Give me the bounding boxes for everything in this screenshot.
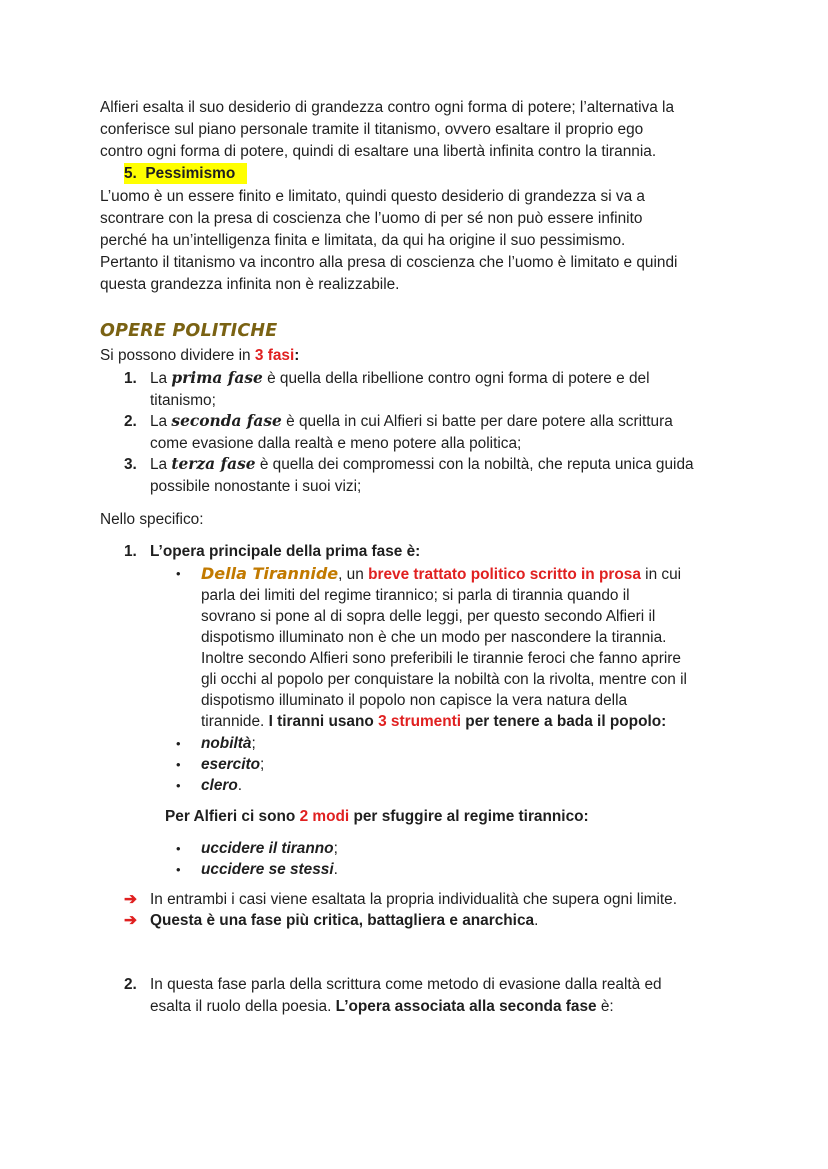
strumento-text xyxy=(201,754,731,775)
intro-line-1: Alfieri esalta il suo desiderio di grandezza contro ogni forma di potere; l’alternativa la xyxy=(100,99,675,116)
fase-text xyxy=(150,454,740,475)
modo-text xyxy=(201,838,731,859)
last-bold1: I tiranni usano xyxy=(268,713,379,730)
pessimismo-line-5: questa grandezza infinita non è realizzabile. xyxy=(100,276,400,293)
bullet-line: dispotismo illuminato il popolo non capisce la vera natura della xyxy=(201,692,628,709)
nello-specifico: Nello specifico: xyxy=(100,511,204,528)
modo-punct: ; xyxy=(333,840,338,857)
arrow-right-icon: ➔ xyxy=(124,891,137,908)
bullet-icon: • xyxy=(176,862,181,877)
fase-line2: possibile nonostante i suoi vizi; xyxy=(150,478,362,495)
opere-heading: OPERE POLITICHE xyxy=(100,321,278,341)
modi-post: per sfuggire al regime tirannico: xyxy=(349,808,589,825)
pessimismo-heading xyxy=(124,163,247,184)
bullet-line: gli occhi al popolo per conquistare la nobiltà con la rivolta, mentre con il xyxy=(201,671,687,688)
modi-pre: Per Alfieri ci sono xyxy=(165,808,300,825)
fase-number: 2. xyxy=(124,413,137,430)
intro-line-2: conferisce sul piano personale tramite il titanismo, ovvero esaltare il proprio ego xyxy=(100,121,644,138)
strumenti-count: 3 strumenti xyxy=(378,713,462,730)
pessimismo-number: 5. xyxy=(124,165,137,182)
fase-number: 1. xyxy=(124,370,137,387)
item-text: In questa fase parla della scrittura come metodo di evasione dalla realtà ed xyxy=(150,976,662,993)
fase-title: prima fase xyxy=(171,369,263,387)
item-number: 2. xyxy=(124,976,137,993)
bullet-icon: • xyxy=(176,757,181,772)
line2-bold: L’opera associata alla seconda fase xyxy=(335,998,597,1015)
modo-name: uccidere se stessi xyxy=(201,861,334,878)
bullet-icon: • xyxy=(176,566,181,581)
work-title: Della Tirannide xyxy=(201,564,339,583)
item-text-2 xyxy=(150,996,740,1017)
fase-number: 3. xyxy=(124,456,137,473)
bullet-line: parla dei limiti del regime tirannico; si parla di tirannia quando il xyxy=(201,587,630,604)
fase-line1: è quella dei compromessi con la nobiltà, che reputa unica guida xyxy=(255,456,694,473)
arrow-text xyxy=(150,910,750,931)
bullet-icon: • xyxy=(176,841,181,856)
modo-punct: . xyxy=(333,861,338,878)
pessimismo-title: Pessimismo xyxy=(145,165,236,182)
modi-intro xyxy=(165,806,765,827)
item-number: 1. xyxy=(124,543,137,560)
fase-line1: è quella della ribellione contro ogni forma di potere e del xyxy=(262,370,650,387)
pessimismo-line-1: L’uomo è un essere finito e limitato, quindi questo desiderio di grandezza si va a xyxy=(100,188,645,205)
fasi-count: 3 fasi xyxy=(254,347,295,364)
arrow-end: . xyxy=(534,912,539,929)
arrow-right-icon: ➔ xyxy=(124,912,137,929)
bullet-text xyxy=(201,563,731,585)
strumento-punct: ; xyxy=(260,756,265,773)
fasi-intro-text: Si possono dividere in xyxy=(100,347,255,364)
fase-text xyxy=(150,368,740,389)
fase-line2: titanismo; xyxy=(150,392,216,409)
pessimismo-line-2: scontrare con la presa di coscienza che l’uomo di per sé non può essere infinito xyxy=(100,210,643,227)
fase-pre: La xyxy=(150,456,172,473)
pessimismo-line-4: Pertanto il titanismo va incontro alla presa di coscienza che l’uomo è limitato e quindi xyxy=(100,254,678,271)
bullet-line1-end: in cui xyxy=(640,566,682,583)
modo-name: uccidere il tiranno xyxy=(201,840,334,857)
strumento-punct: . xyxy=(237,777,243,794)
strumento-name: clero xyxy=(201,777,238,794)
fase-title: terza fase xyxy=(171,455,256,473)
bullet-line: Inoltre secondo Alfieri sono preferibili le tirannie feroci che fanno aprire xyxy=(201,650,681,667)
fase-title: seconda fase xyxy=(171,412,282,430)
fase-pre: La xyxy=(150,413,172,430)
bullet-line: dispotismo illuminato non è che un modo per nascondere la tirannia. xyxy=(201,629,667,646)
fasi-colon: : xyxy=(294,347,300,364)
work-description: breve trattato politico scritto in prosa xyxy=(368,566,641,583)
strumento-text xyxy=(201,775,731,796)
line2-pre: esalta il ruolo della poesia. xyxy=(150,998,336,1015)
modo-text xyxy=(201,859,731,880)
bullet-icon: • xyxy=(176,778,181,793)
bullet-line xyxy=(201,711,731,732)
bullet-sep: , un xyxy=(338,566,369,583)
intro-line-3: contro ogni forma di potere, quindi di esaltare una libertà infinita contro la tirannia. xyxy=(100,143,657,160)
fase-line2: come evasione dalla realtà e meno potere alla politica; xyxy=(150,435,522,452)
strumento-name: nobiltà xyxy=(201,735,252,752)
strumento-text xyxy=(201,733,731,754)
pessimismo-line-3: perché ha un’intelligenza finita e limitata, da qui ha origine il suo pessimismo. xyxy=(100,232,626,249)
bullet-line: sovrano si pone al di sopra delle leggi, per questo secondo Alfieri il xyxy=(201,608,656,625)
item-text: L’opera principale della prima fase è: xyxy=(150,543,421,560)
fasi-intro xyxy=(100,345,740,366)
line2-end: è: xyxy=(596,998,614,1015)
last-pre: tirannide. xyxy=(201,713,269,730)
strumento-name: esercito xyxy=(201,756,261,773)
fase-pre: La xyxy=(150,370,172,387)
fase-text xyxy=(150,411,740,432)
modi-count: 2 modi xyxy=(299,808,350,825)
arrow-text: In entrambi i casi viene esaltata la propria individualità che supera ogni limite. xyxy=(150,891,677,908)
strumento-punct: ; xyxy=(251,735,256,752)
bullet-icon: • xyxy=(176,736,181,751)
last-bold2: per tenere a bada il popolo: xyxy=(461,713,667,730)
fase-line1: è quella in cui Alfieri si batte per dare potere alla scrittura xyxy=(281,413,673,430)
arrow-bold: Questa è una fase più critica, battagliera e anarchica xyxy=(150,912,535,929)
